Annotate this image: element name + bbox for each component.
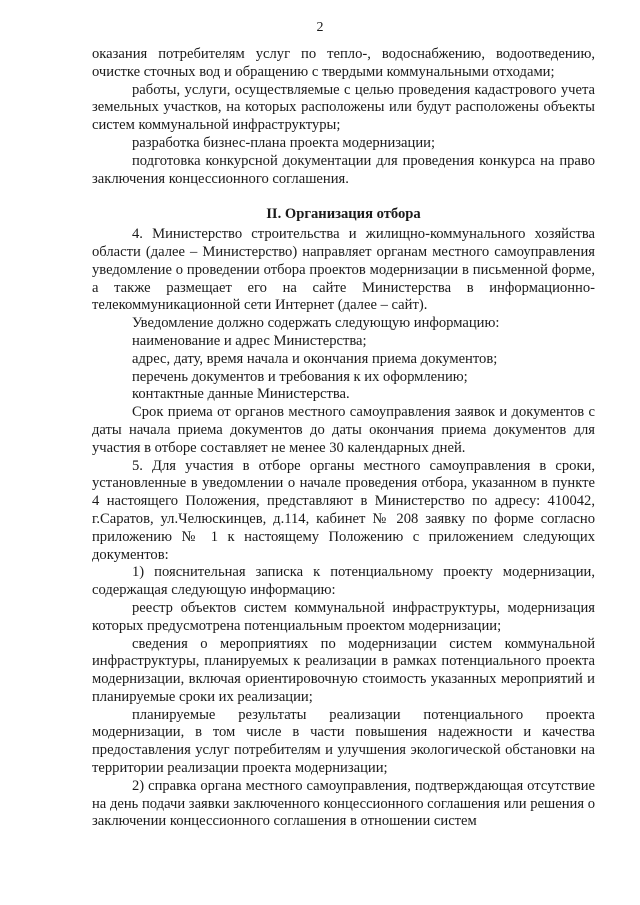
paragraph: 2) справка органа местного самоуправления, подтверждающая отсутствие на день подачи заявки заключенного концессионного соглашения или решения о заключении концессионного соглашения в отношении систем: [92, 777, 595, 830]
paragraph: оказания потребителям услуг по тепло-, водоснабжению, водоотведению, очистке сточных вод и обращению с твердыми коммунальными отходами;: [92, 46, 595, 80]
paragraph: 1) пояснительная записка к потенциальному проекту модернизации, содержащая следующую информацию:: [92, 564, 595, 599]
paragraph: Уведомление должно содержать следующую информацию:: [132, 315, 500, 332]
paragraph: планируемые результаты реализации потенциального проекта модернизации, в том числе в части повышения надежности и качества предоставления услуг потребителям и улучшения экологической обстановки на территории реализации проекта модернизации;: [92, 706, 595, 777]
paragraph: наименование и адрес Министерства;: [132, 332, 367, 349]
paragraph: работы, услуги, осуществляемые с целью проведения кадастрового учета земельных участков, на которых расположены или будут расположены объекты систем коммунальной инфраструктуры;: [92, 81, 595, 134]
document-body: [92, 46, 595, 831]
section-title: II. Организация отбора: [266, 206, 421, 223]
paragraph: 5. Для участия в отборе органы местного самоуправления в сроки, установленные в уведомлении о начале проведения отбора, указанном в пункте 4 настоящего Положения, представляют в Министерство по адресу: 410042, г.Саратов, ул.Челюскинцев, д.114, кабинет № 208 заявку по форме согласно приложению № 1 к настоящему Положению с приложением следующих документов:: [92, 457, 595, 563]
paragraph: адрес, дату, время начала и окончания приема документов;: [132, 350, 498, 367]
paragraph: реестр объектов систем коммунальной инфраструктуры, модернизация которых предусмотрена потенциальным проектом модернизации;: [92, 599, 595, 634]
paragraph: контактные данные Министерства.: [132, 386, 350, 403]
paragraph: разработка бизнес-плана проекта модернизации;: [132, 134, 436, 151]
paragraph: 4. Министерство строительства и жилищно-коммунального хозяйства области (далее – Министерство) направляет органам местного самоуправления уведомление о проведении отбора проектов модернизации в письменной форме, а также размещает его на сайте Министерства в информационно-телекоммуникационной сети Интернет (далее – сайт).: [92, 226, 595, 314]
paragraph: сведения о мероприятиях по модернизации систем коммунальной инфраструктуры, планируемых к реализации в рамках потенциального проекта модернизации, включая ориентировочную стоимость указанных мероприятий и планируемые сроки их реализации;: [92, 635, 595, 705]
page-number: 2: [316, 20, 324, 35]
paragraph: подготовка конкурсной документации для проведения конкурса на право заключения концессионного соглашения.: [92, 152, 595, 187]
paragraph: перечень документов и требования к их оформлению;: [132, 368, 468, 385]
paragraph: Срок приема от органов местного самоуправления заявок и документов с даты начала приема документов до даты окончания приема документов для участия в отборе составляет не менее 30 календарных дней.: [92, 404, 595, 456]
